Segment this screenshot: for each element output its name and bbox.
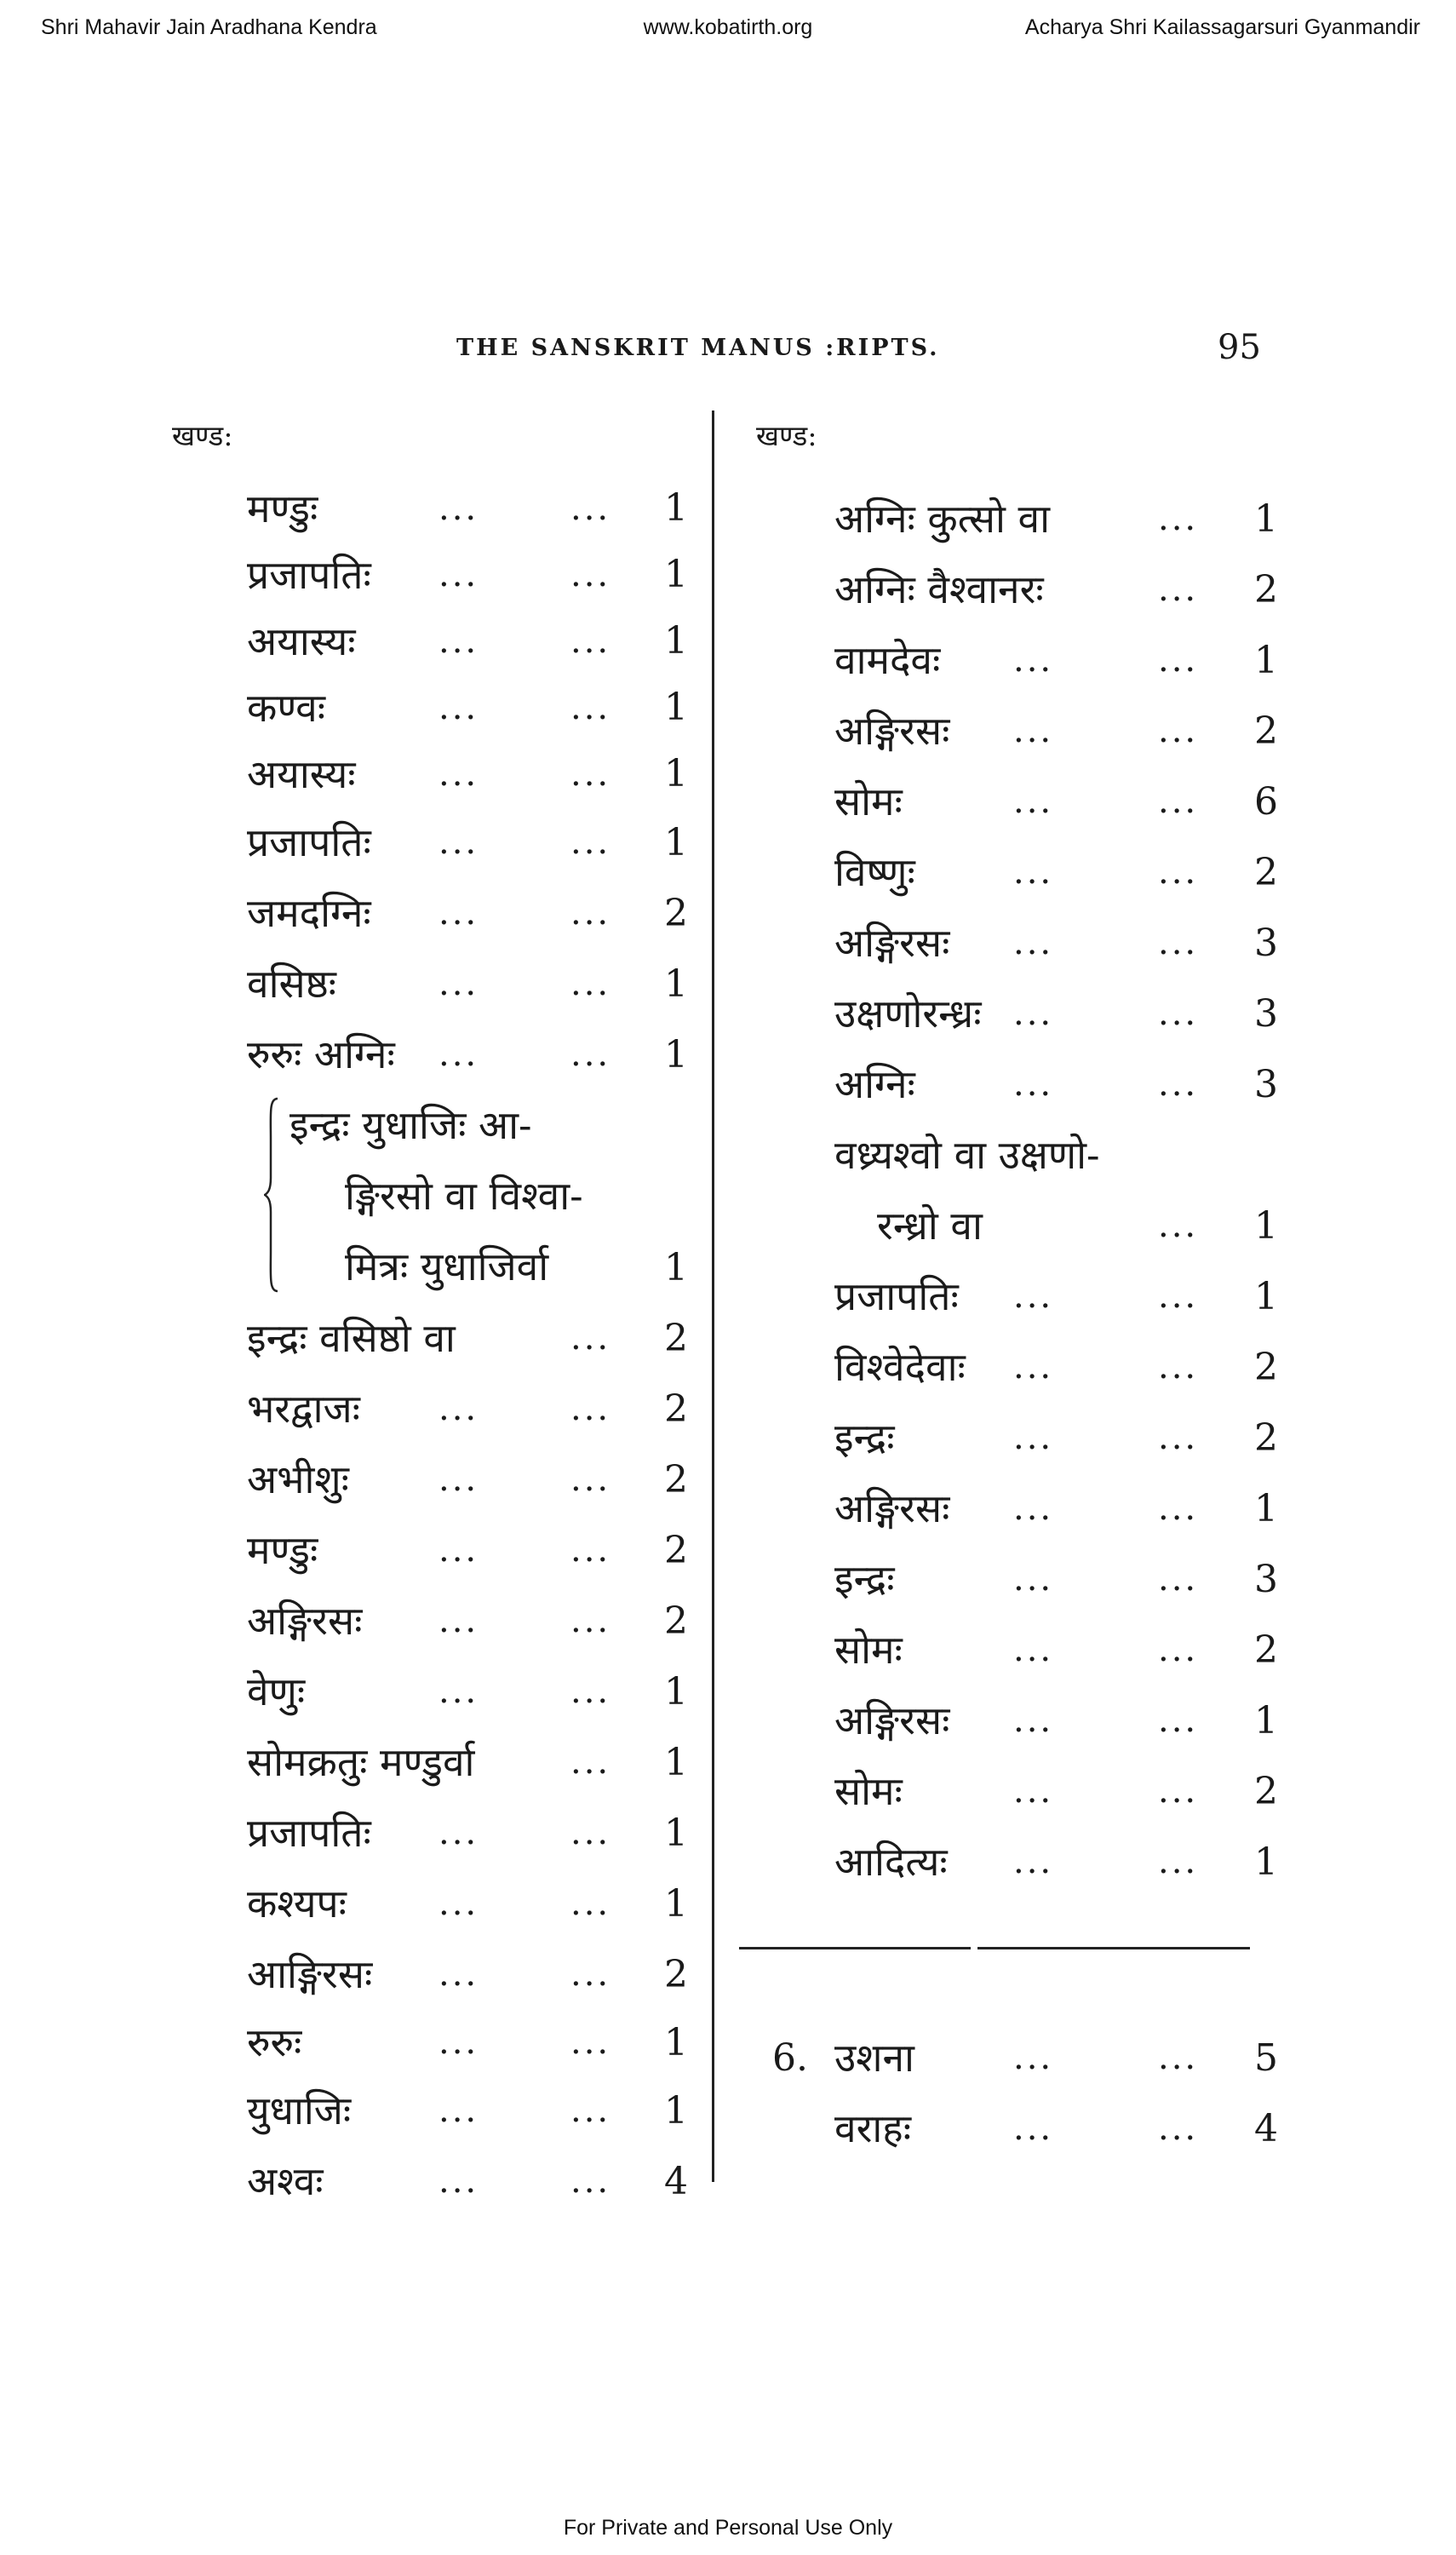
leader-dots: ...: [1013, 1418, 1054, 1457]
list-item: [766, 1332, 1277, 1403]
entry-name: प्रजापतिः: [247, 1810, 371, 1856]
entry-name: वसिष्ठः: [247, 961, 336, 1007]
leader-dots: ...: [1013, 1630, 1054, 1669]
entry-name: इन्द्रः: [834, 1415, 895, 1461]
entry-name: अग्निः: [834, 1061, 915, 1107]
list-item: [766, 1403, 1277, 1473]
entry-count: 3: [1254, 922, 1278, 965]
list-item: [766, 1473, 1277, 1544]
leader-dots: ...: [570, 1813, 611, 1852]
leader-dots: ...: [439, 688, 479, 727]
leader-dots: ...: [570, 823, 611, 862]
leader-dots: ...: [1013, 1065, 1054, 1104]
leader-dots: ...: [1158, 1277, 1199, 1316]
leader-dots: ...: [1158, 1559, 1199, 1599]
entry-count: 2: [1254, 709, 1278, 753]
left-entry-list: [247, 475, 694, 2217]
brace-line: इन्द्रः युधाजिः आ-: [289, 1102, 532, 1148]
leader-dots: ...: [570, 1460, 611, 1499]
leader-dots: ...: [1013, 994, 1054, 1033]
leader-dots: ...: [1158, 1347, 1199, 1387]
leader-dots: ...: [1013, 1559, 1054, 1599]
leader-dots: ...: [439, 964, 479, 1003]
list-item: [247, 1939, 694, 2010]
list-item: [766, 1615, 1277, 1685]
header-left-text: Shri Mahavir Jain Aradhana Kendra: [41, 15, 377, 39]
section-number: 6.: [772, 2036, 808, 2080]
entry-name: उशना: [834, 2035, 914, 2081]
leader-dots: ...: [570, 1389, 611, 1428]
leader-dots: ...: [439, 1813, 479, 1852]
entry-count: 2: [664, 1953, 688, 1996]
list-item: [766, 837, 1277, 908]
leader-dots: ...: [570, 1035, 611, 1074]
running-head-title: THE SANSKRIT MANUS :RIPTS.: [456, 335, 940, 361]
entry-count: 1: [664, 619, 688, 663]
list-item: [247, 1869, 694, 1939]
entry-count: 2: [1254, 1628, 1278, 1672]
leader-dots: ...: [439, 2023, 479, 2062]
entry-name: प्रजापतिः: [247, 552, 371, 598]
list-item: [247, 608, 694, 675]
entry-name: रन्ध्रो वा: [877, 1203, 983, 1249]
entry-count: 2: [1254, 1770, 1278, 1813]
entry-count: 1: [664, 2021, 688, 2064]
entry-count: 2: [664, 1529, 688, 1572]
entry-name: सोमः: [834, 778, 903, 824]
entry-name: अङ्गिरसः: [247, 1598, 363, 1644]
entry-count: 2: [664, 1599, 688, 1643]
leader-dots: ...: [1013, 1277, 1054, 1316]
entry-count: 1: [664, 962, 688, 1006]
leader-dots: ...: [1013, 1489, 1054, 1528]
leader-dots: ...: [1158, 640, 1199, 680]
curly-brace: [264, 1097, 279, 1293]
entry-count: 4: [664, 2160, 688, 2203]
leader-dots: ...: [439, 2091, 479, 2130]
entry-name: सोमः: [834, 1768, 903, 1814]
entry-count: 2: [1254, 851, 1278, 894]
leader-dots: ...: [1013, 2038, 1054, 2077]
entry-count: 1: [664, 1033, 688, 1077]
list-item: [247, 878, 694, 949]
entry-count: 3: [1254, 1063, 1278, 1106]
entry-count: 1: [664, 821, 688, 864]
entry-count: 1: [1254, 1840, 1278, 1884]
list-item: [766, 1827, 1277, 1898]
leader-dots: ...: [439, 893, 479, 933]
section-divider-left: [739, 1947, 971, 1949]
leader-dots: ...: [570, 1743, 611, 1782]
entry-count: 1: [1254, 1487, 1278, 1530]
list-item: [247, 1444, 694, 1515]
list-item: [766, 2093, 1277, 2164]
entry-count: 2: [664, 1387, 688, 1431]
entry-name: प्रजापतिः: [247, 819, 371, 865]
entry-count: 6: [1254, 780, 1278, 824]
entry-count: 1: [1254, 639, 1278, 682]
entry-name: आङ्गिरसः: [247, 1951, 373, 1997]
section-divider-right: [977, 1947, 1250, 1949]
entry-name: विष्णुः: [834, 849, 915, 895]
section-6-list: [766, 2023, 1277, 2164]
leader-dots: ...: [1158, 711, 1199, 750]
entry-name: मण्डुः: [247, 485, 318, 531]
leader-dots: ...: [570, 1530, 611, 1570]
leader-dots: ...: [570, 1672, 611, 1711]
leader-dots: ...: [439, 1601, 479, 1640]
entry-count: 1: [664, 2089, 688, 2133]
leader-dots: ...: [439, 1389, 479, 1428]
entry-count: 1: [664, 752, 688, 795]
entry-name: भरद्वाजः: [247, 1386, 360, 1432]
entry-name: अश्वः: [247, 2158, 324, 2204]
entry-name: अयास्यः: [247, 751, 356, 797]
list-item: [766, 1756, 1277, 1827]
entry-name: प्रजापतिः: [834, 1273, 959, 1319]
entry-count: 5: [1254, 2036, 1278, 2080]
list-item: [247, 675, 694, 741]
header-right-text: Acharya Shri Kailassagarsuri Gyanmandir: [1024, 15, 1420, 39]
entry-name: सोमक्रतुः मण्डुर्वा: [247, 1739, 475, 1785]
leader-dots: ...: [439, 1955, 479, 1994]
leader-dots: ...: [1013, 782, 1054, 821]
entry-name: अयास्यः: [247, 618, 356, 664]
list-item: [247, 1586, 694, 1656]
leader-dots: ...: [1013, 1842, 1054, 1881]
list-item: [247, 2076, 694, 2146]
entry-name: रुरुः अग्निः: [247, 1031, 395, 1077]
brace-line: मित्रः युधाजिर्वा: [345, 1243, 549, 1289]
entry-count: 1: [1254, 1204, 1278, 1248]
leader-dots: ...: [1013, 2109, 1054, 2148]
leader-dots: ...: [570, 622, 611, 661]
leader-dots: ...: [1013, 1771, 1054, 1811]
entry-count: 1: [1254, 497, 1278, 541]
list-item: [766, 484, 1277, 554]
leader-dots: ...: [1158, 994, 1199, 1033]
leader-dots: ...: [1158, 782, 1199, 821]
entry-count: 1: [664, 1811, 688, 1855]
leader-dots: ...: [1158, 499, 1199, 538]
list-item: [247, 1019, 694, 1090]
leader-dots: ...: [1158, 923, 1199, 962]
page-number: 95: [1218, 328, 1261, 367]
entry-name: वध्र्यश्वो वा उक्षणो-: [834, 1132, 1100, 1178]
right-entry-list: [766, 484, 1277, 1898]
leader-dots: ...: [439, 1460, 479, 1499]
list-item: [247, 1727, 694, 1798]
leader-dots: ...: [439, 555, 479, 594]
entry-name: रुरुः: [247, 2019, 302, 2065]
leader-dots: ...: [439, 489, 479, 528]
leader-dots: ...: [570, 2091, 611, 2130]
entry-name: अङ्गिरसः: [834, 920, 950, 966]
entry-count: 1: [1254, 1699, 1278, 1743]
leader-dots: ...: [1158, 1630, 1199, 1669]
right-column-label: खण्ड:: [756, 419, 817, 452]
entry-name: कण्वः: [247, 685, 326, 731]
leader-dots: ...: [570, 489, 611, 528]
entry-count: 1: [664, 1741, 688, 1784]
entry-name: अङ्गिरसः: [834, 708, 950, 754]
leader-dots: ...: [1158, 570, 1199, 609]
entry-count: 4: [1254, 2107, 1278, 2150]
leader-dots: ...: [570, 964, 611, 1003]
entry-name: अभीशुः: [247, 1456, 349, 1502]
entry-name: युधाजिः: [247, 2087, 352, 2133]
entry-name: सोमः: [834, 1627, 903, 1673]
entry-count: 3: [1254, 992, 1278, 1036]
list-item: [247, 1656, 694, 1727]
list-item-continued: [766, 1120, 1277, 1191]
entry-name: इन्द्रः वसिष्ठो वा: [247, 1315, 456, 1361]
entry-name: कश्यपः: [247, 1880, 347, 1926]
header-center-url: www.kobatirth.org: [643, 15, 813, 39]
leader-dots: ...: [1158, 1489, 1199, 1528]
entry-name: उक्षणोरन्ध्रः: [834, 990, 982, 1036]
leader-dots: ...: [1158, 1771, 1199, 1811]
entry-count: 1: [664, 486, 688, 530]
brace-line: ङ्गिरसो वा विश्वा-: [345, 1173, 583, 1219]
leader-dots: ...: [1013, 1347, 1054, 1387]
leader-dots: ...: [570, 555, 611, 594]
entry-name: जमदग्निः: [247, 890, 371, 936]
list-item: [766, 1049, 1277, 1120]
leader-dots: ...: [439, 1672, 479, 1711]
leader-dots: ...: [1158, 1842, 1199, 1881]
list-item: [766, 908, 1277, 979]
list-item: [247, 475, 694, 542]
footer-text: For Private and Personal Use Only: [563, 2516, 893, 2540]
list-item-continued: [766, 1191, 1277, 1261]
leader-dots: ...: [570, 2023, 611, 2062]
left-column-label: खण्ड:: [172, 419, 233, 452]
leader-dots: ...: [439, 1884, 479, 1923]
entry-count: 1: [664, 553, 688, 596]
list-item: [766, 554, 1277, 625]
leader-dots: ...: [1013, 923, 1054, 962]
entry-count: 3: [1254, 1558, 1278, 1601]
leader-dots: ...: [570, 1601, 611, 1640]
leader-dots: ...: [570, 1884, 611, 1923]
list-item: [247, 2146, 694, 2217]
leader-dots: ...: [1013, 640, 1054, 680]
list-item: [766, 1685, 1277, 1756]
running-head: [0, 328, 1456, 370]
list-item: [247, 949, 694, 1019]
leader-dots: ...: [439, 823, 479, 862]
entry-name: वामदेवः: [834, 637, 941, 683]
leader-dots: ...: [439, 1035, 479, 1074]
entry-count: 2: [664, 1458, 688, 1501]
leader-dots: ...: [570, 688, 611, 727]
leader-dots: ...: [1158, 2038, 1199, 2077]
brace-group: [247, 1090, 694, 1303]
leader-dots: ...: [1158, 853, 1199, 892]
leader-dots: ...: [1158, 1418, 1199, 1457]
leader-dots: ...: [570, 1318, 611, 1358]
list-item: [766, 1544, 1277, 1615]
list-item: [247, 1303, 694, 1374]
list-item: [766, 1261, 1277, 1332]
entry-name: इन्द्रः: [834, 1556, 895, 1602]
list-item: [766, 2023, 1277, 2093]
list-item: [247, 741, 694, 807]
leader-dots: ...: [439, 1530, 479, 1570]
leader-dots: ...: [570, 1955, 611, 1994]
list-item: [247, 1374, 694, 1444]
entry-name: अग्निः कुत्सो वा: [834, 496, 1051, 542]
entry-name: विश्वेदेवाः: [834, 1344, 966, 1390]
leader-dots: ...: [1013, 1701, 1054, 1740]
entry-name: मण्डुः: [247, 1527, 318, 1573]
leader-dots: ...: [439, 622, 479, 661]
leader-dots: ...: [1158, 1065, 1199, 1104]
list-item: [766, 979, 1277, 1049]
list-item: [247, 542, 694, 608]
leader-dots: ...: [1158, 1701, 1199, 1740]
list-item: [247, 1515, 694, 1586]
leader-dots: ...: [1158, 1206, 1199, 1245]
leader-dots: ...: [439, 2162, 479, 2201]
leader-dots: ...: [570, 2162, 611, 2201]
leader-dots: ...: [1013, 711, 1054, 750]
entry-count: 1: [664, 686, 688, 729]
entry-count: 1: [664, 1882, 688, 1926]
entry-name: आदित्यः: [834, 1839, 948, 1885]
leader-dots: ...: [570, 893, 611, 933]
list-item: [247, 1798, 694, 1869]
entry-name: अङ्गिरसः: [834, 1485, 950, 1531]
list-item: [766, 696, 1277, 766]
list-item: [247, 2010, 694, 2076]
entry-count: 1: [1254, 1275, 1278, 1318]
leader-dots: ...: [439, 755, 479, 794]
entry-count: 1: [664, 1670, 688, 1714]
entry-count: 1: [664, 1246, 688, 1289]
entry-name: वेणुः: [247, 1668, 306, 1714]
entry-count: 2: [1254, 1346, 1278, 1389]
list-item: [766, 625, 1277, 696]
entry-name: वराहः: [834, 2105, 912, 2151]
entry-count: 2: [664, 1317, 688, 1360]
list-item: [247, 807, 694, 878]
entry-count: 2: [664, 892, 688, 935]
column-divider: [712, 411, 714, 2182]
leader-dots: ...: [570, 755, 611, 794]
list-item: [766, 766, 1277, 837]
leader-dots: ...: [1013, 853, 1054, 892]
leader-dots: ...: [1158, 2109, 1199, 2148]
entry-count: 2: [1254, 1416, 1278, 1460]
entry-name: अग्निः वैश्वानरः: [834, 566, 1044, 612]
entry-name: अङ्गिरसः: [834, 1697, 950, 1743]
entry-count: 2: [1254, 568, 1278, 611]
